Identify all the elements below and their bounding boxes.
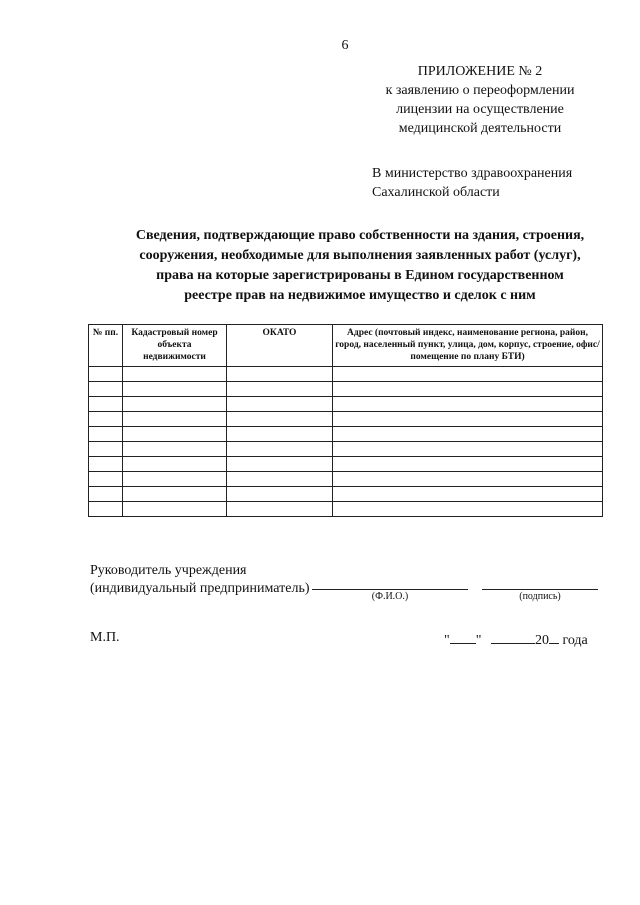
table-cell[interactable] xyxy=(89,487,123,502)
table-cell[interactable] xyxy=(333,457,603,472)
table-cell[interactable] xyxy=(333,427,603,442)
appendix-title: ПРИЛОЖЕНИЕ № 2 xyxy=(417,64,543,79)
table-cell[interactable] xyxy=(89,427,123,442)
title-line: реестре прав на недвижимое имущество и сделок с ним xyxy=(184,288,536,303)
table-cell[interactable] xyxy=(227,397,333,412)
table-cell[interactable] xyxy=(227,427,333,442)
table-cell[interactable] xyxy=(333,382,603,397)
year-blank[interactable] xyxy=(549,630,559,644)
table-cell[interactable] xyxy=(123,502,227,517)
recipient-block xyxy=(372,164,572,202)
table-cell[interactable] xyxy=(333,412,603,427)
table-header-row xyxy=(89,325,603,367)
signature-line[interactable] xyxy=(482,589,598,590)
property-table xyxy=(88,324,603,517)
date-field xyxy=(444,630,588,649)
table-row xyxy=(89,472,603,487)
signature-label-line: Руководитель учреждения xyxy=(90,563,247,578)
appendix-line: лицензии на осуществление xyxy=(396,102,564,117)
table-cell[interactable] xyxy=(227,442,333,457)
table-row xyxy=(89,502,603,517)
table-cell[interactable] xyxy=(89,412,123,427)
table-cell[interactable] xyxy=(123,412,227,427)
date-open-quote: " xyxy=(444,633,450,648)
fio-line[interactable] xyxy=(312,589,468,590)
table-row xyxy=(89,382,603,397)
table-cell[interactable] xyxy=(227,457,333,472)
table-row xyxy=(89,457,603,472)
stamp-label: М.П. xyxy=(90,630,120,645)
signature-caption: (подпись) xyxy=(519,591,561,602)
table-row xyxy=(89,427,603,442)
date-suffix: года xyxy=(562,633,588,648)
table-cell[interactable] xyxy=(333,367,603,382)
date-century: 20 xyxy=(534,633,549,648)
title-line: права на которые зарегистрированы в Едином государственном xyxy=(156,268,564,283)
table-cell[interactable] xyxy=(123,382,227,397)
date-close-quote: " xyxy=(475,633,482,648)
header-number: № пп. xyxy=(89,325,123,367)
table-cell[interactable] xyxy=(227,487,333,502)
table-cell[interactable] xyxy=(227,502,333,517)
table-cell[interactable] xyxy=(89,367,123,382)
table-row xyxy=(89,367,603,382)
table-cell[interactable] xyxy=(333,397,603,412)
day-blank[interactable] xyxy=(450,630,476,644)
table-cell[interactable] xyxy=(123,472,227,487)
signature-label-line: (индивидуальный предприниматель) xyxy=(90,581,310,596)
appendix-block xyxy=(360,62,600,138)
page-number: 6 xyxy=(341,38,349,53)
table-row xyxy=(89,442,603,457)
table-cell[interactable] xyxy=(333,487,603,502)
title-line: сооружения, необходимые для выполнения заявленных работ (услуг), xyxy=(139,248,581,263)
header-cadastral-number: Кадастровый номер объекта недвижимости xyxy=(123,325,227,367)
table-cell[interactable] xyxy=(333,472,603,487)
fio-caption: (Ф.И.О.) xyxy=(371,591,409,602)
table-cell[interactable] xyxy=(333,442,603,457)
appendix-line: к заявлению о переоформлении xyxy=(385,83,575,98)
document-title xyxy=(80,226,640,306)
table-cell[interactable] xyxy=(227,472,333,487)
table-cell[interactable] xyxy=(123,487,227,502)
table-row xyxy=(89,412,603,427)
appendix-line: медицинской деятельности xyxy=(398,121,562,136)
table-row xyxy=(89,487,603,502)
title-line: Сведения, подтверждающие право собственности на здания, строения, xyxy=(135,228,585,243)
table-cell[interactable] xyxy=(123,367,227,382)
recipient-line: Сахалинской области xyxy=(372,185,500,200)
header-okato: ОКАТО xyxy=(227,325,333,367)
table-cell[interactable] xyxy=(89,457,123,472)
table-cell[interactable] xyxy=(227,412,333,427)
table-body xyxy=(89,367,603,517)
table-cell[interactable] xyxy=(89,472,123,487)
table-row xyxy=(89,397,603,412)
month-blank[interactable] xyxy=(491,630,535,644)
table-cell[interactable] xyxy=(123,397,227,412)
header-address: Адрес (почтовый индекс, наименование региона, район, город, населенный пункт, улица, дом, корпус, строение, офис/помещение по плану БТИ) xyxy=(333,325,603,367)
table-cell[interactable] xyxy=(123,457,227,472)
table-cell[interactable] xyxy=(227,382,333,397)
table-cell[interactable] xyxy=(123,442,227,457)
table-cell[interactable] xyxy=(89,397,123,412)
signature-label xyxy=(90,562,310,598)
table-cell[interactable] xyxy=(89,502,123,517)
table-cell[interactable] xyxy=(89,442,123,457)
recipient-line: В министерство здравоохранения xyxy=(372,166,573,181)
table-cell[interactable] xyxy=(227,367,333,382)
table-cell[interactable] xyxy=(123,427,227,442)
table-cell[interactable] xyxy=(333,502,603,517)
table-cell[interactable] xyxy=(89,382,123,397)
